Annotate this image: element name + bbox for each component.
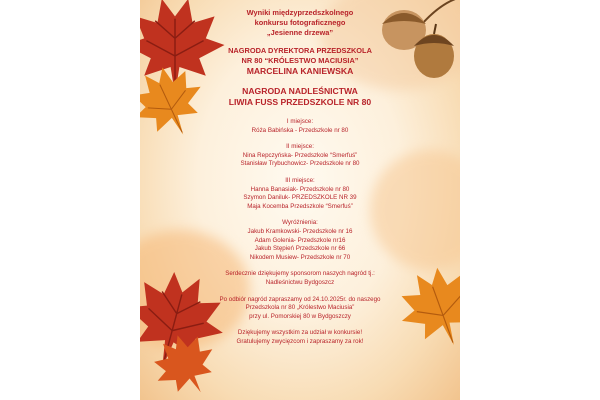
place-entry: Nina Repczyńska- Przedszkole “Smerfuś” (242, 151, 358, 159)
director-award-winner: MARCELINA KANIEWSKA (246, 66, 354, 76)
place-entry: Hanna Banasiak- Przedszkole nr 80 (250, 185, 350, 193)
forestry-award (180, 86, 420, 108)
place-entry: Stanisław Trybuchowicz- Przedszkole nr 80 (240, 160, 360, 168)
place-entry: Róża Babińska - Przedszkole nr 80 (251, 126, 349, 134)
forestry-award-line: NAGRODA NADLEŚNICTWA (242, 86, 358, 96)
prize-pickup-line: Przedszkola nr 80 „Królestwo Maciusia” (245, 304, 355, 312)
closing-line: Gratulujemy zwycięzcom i zapraszamy za rok! (236, 337, 364, 345)
sponsor-thanks-line: Nadleśnictwu Bydgoszcz (265, 278, 335, 286)
forestry-award-line: LIWIA FUSS PRZEDSZKOLE NR 80 (228, 97, 372, 107)
poster-content (180, 8, 420, 346)
director-award-line: NR 80 “KRÓLESTWO MACIUSIA” (241, 56, 359, 65)
place-entry: Adam Golenia- Przedszkole nr16 (254, 236, 346, 244)
place-title: III miejsce: (285, 176, 315, 184)
contest-title-line: Wyniki międzyprzedszkolnego (246, 8, 354, 17)
place-title: Wyróżnienia: (282, 219, 318, 227)
director-award-line: NAGRODA DYREKTORA PRZEDSZKOLA (228, 46, 372, 55)
sponsor-thanks (180, 270, 420, 287)
prize-pickup-line: przy ul. Pomorskiej 80 w Bydgoszczy (249, 312, 351, 320)
closing-message (180, 329, 420, 346)
place-title: I miejsce: (286, 118, 314, 125)
contest-title (180, 8, 420, 38)
second-place (180, 143, 420, 169)
prize-pickup-info (180, 296, 420, 322)
sponsor-thanks-line: Serdecznie dziękujemy sponsorom naszych nagród tj.: (225, 270, 375, 278)
place-entry: Szymon Daniluk- PRZEDSZKOLE NR 39 (243, 194, 357, 202)
place-entry: Maja Kocemba Przedszkole “Smerfuś” (247, 202, 353, 210)
place-title: II miejsce: (286, 143, 314, 151)
third-place (180, 177, 420, 211)
place-entry: Nikodem Musiew- Przedszkole nr 70 (249, 253, 351, 261)
closing-line: Dziękujemy wszystkim za udział w konkursie! (237, 329, 363, 337)
place-entry: Jakub Stępień Przedszkole nr 66 (254, 245, 346, 253)
prize-pickup-line: Po odbiór nagród zapraszamy od 24.10.2025r. do naszego (219, 295, 381, 303)
contest-title-line: konkursu fotograficznego (254, 18, 346, 27)
first-place (180, 118, 420, 135)
honorable-mentions (180, 219, 420, 262)
director-award (180, 46, 420, 77)
contest-title-line: „Jesienne drzewa” (266, 28, 334, 37)
place-entry: Jakub Kramkowski- Przedszkole nr 16 (247, 227, 353, 235)
contest-results-poster (140, 0, 460, 400)
